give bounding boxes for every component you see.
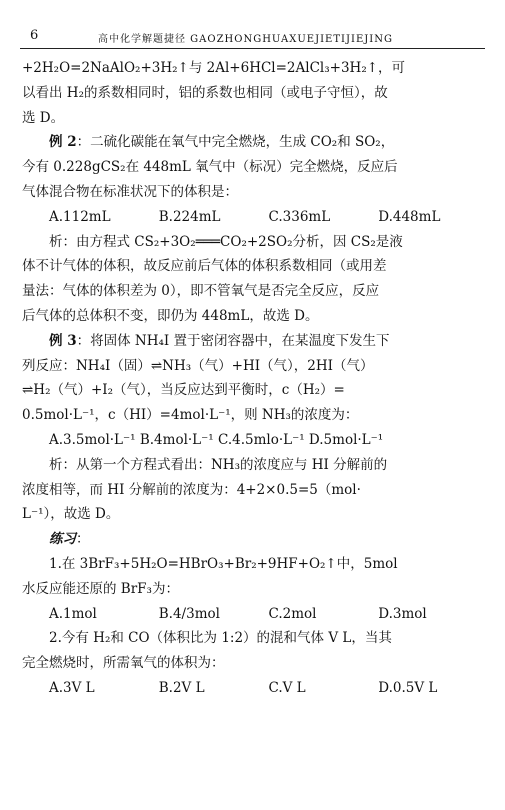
answer-option: D.3mol <box>378 605 427 622</box>
answer-options <box>22 602 488 627</box>
text-segment: 后气体的总体积不变，即仍为 448mL，故选 D。 <box>22 307 319 324</box>
text-line <box>22 478 488 503</box>
text-line <box>22 106 488 131</box>
text-segment: L⁻¹），故选 D。 <box>22 506 120 523</box>
text-line <box>22 403 488 428</box>
running-title: 高中化学解题捷径 GAOZHONGHUAXUEJIETIJIEJING <box>98 34 393 45</box>
text-line <box>22 502 488 527</box>
text-line <box>22 230 488 255</box>
text-line <box>22 56 488 81</box>
text-line <box>22 527 488 552</box>
answer-option: D.448mL <box>378 208 441 225</box>
text-segment: 0.5mol·L⁻¹，c（HI）=4mol·L⁻¹，则 NH₃的浓度为： <box>22 407 359 424</box>
text-line <box>22 378 488 403</box>
text-segment: ⇌H₂（气）+I₂（气），当反应达到平衡时，c（H₂）= <box>22 382 345 399</box>
text-line <box>22 577 488 602</box>
text-segment: 气体混合物在标准状况下的体积是： <box>22 183 238 200</box>
text-line <box>22 329 488 354</box>
emphasis-text: 练习 <box>49 531 76 548</box>
text-line <box>22 279 488 304</box>
text-line <box>22 552 488 577</box>
text-line <box>22 81 488 106</box>
answer-option: A.3V L <box>49 679 95 696</box>
answer-option: A.1mol <box>49 605 97 622</box>
text-segment: 1.在 3BrF₃+5H₂O=HBrO₃+Br₂+9HF+O₂↑中，5mol <box>49 555 398 572</box>
text-line <box>22 130 488 155</box>
emphasis-text: 例 2 <box>49 134 77 151</box>
text-segment: ： <box>76 531 90 548</box>
page-number: 6 <box>30 28 39 43</box>
text-line <box>22 304 488 329</box>
answer-option: A.112mL <box>49 208 111 225</box>
text-segment: 选 D。 <box>22 109 65 126</box>
text-line <box>22 354 488 379</box>
answer-option: C.336mL <box>268 208 331 225</box>
text-segment: 量法：气体的体积差为 0），即不管氧气是否完全反应，反应 <box>22 283 380 300</box>
answer-option: B.224mL <box>158 208 221 225</box>
text-line <box>22 155 488 180</box>
text-line <box>22 626 488 651</box>
text-segment: 浓度相等，而 HI 分解前的浓度为：4+2×0.5=5（mol· <box>22 481 361 498</box>
text-segment: A.3.5mol·L⁻¹ B.4mol·L⁻¹ C.4.5mlo·L⁻¹ D.5mol·L⁻¹ <box>49 431 384 448</box>
answer-option: B.2V L <box>158 679 205 696</box>
answer-option: B.4/3mol <box>158 605 220 622</box>
text-segment: 以看出 H₂的系数相同时，铝的系数也相同（或电子守恒），故 <box>22 84 388 101</box>
text-line <box>22 453 488 478</box>
text-segment: 2.今有 H₂和 CO（体积比为 1:2）的混和气体 V L，当其 <box>49 630 392 647</box>
text-line <box>22 428 488 453</box>
answer-option: D.0.5V L <box>378 679 438 696</box>
text-segment: 完全燃烧时，所需氧气的体积为： <box>22 655 225 672</box>
text-segment: 析：由方程式 CS₂+3O₂═══CO₂+2SO₂分析，因 CS₂是液 <box>49 233 403 250</box>
page-header <box>20 26 485 49</box>
text-segment: 水反应能还原的 BrF₃为： <box>22 580 179 597</box>
answer-options <box>22 676 488 701</box>
text-line <box>22 254 488 279</box>
answer-option: C.2mol <box>268 605 317 622</box>
page-body <box>22 56 488 701</box>
text-segment: 今有 0.228gCS₂在 448mL 氧气中（标况）完全燃烧，反应后 <box>22 159 398 176</box>
text-segment: ：将固体 NH₄I 置于密闭容器中，在某温度下发生下 <box>76 332 390 349</box>
text-segment: ：二硫化碳能在氧气中完全燃烧，生成 CO₂和 SO₂， <box>76 134 395 151</box>
emphasis-text: 例 3 <box>49 332 77 349</box>
text-line <box>22 180 488 205</box>
answer-options <box>22 205 488 230</box>
text-segment: +2H₂O=2NaAlO₂+3H₂↑与 2Al+6HCl=2AlCl₃+3H₂↑，可 <box>22 60 406 76</box>
answer-option: C.V L <box>268 679 306 696</box>
text-segment: 体不计气体的体积，故反应前后气体的体积系数相同（或用差 <box>22 258 387 275</box>
text-segment: 列反应：NH₄I（固）⇌NH₃（气）+HI（气），2HI（气） <box>22 357 374 374</box>
text-segment: 析：从第一个方程式看出：NH₃的浓度应与 HI 分解前的 <box>49 456 388 473</box>
text-line <box>22 651 488 676</box>
